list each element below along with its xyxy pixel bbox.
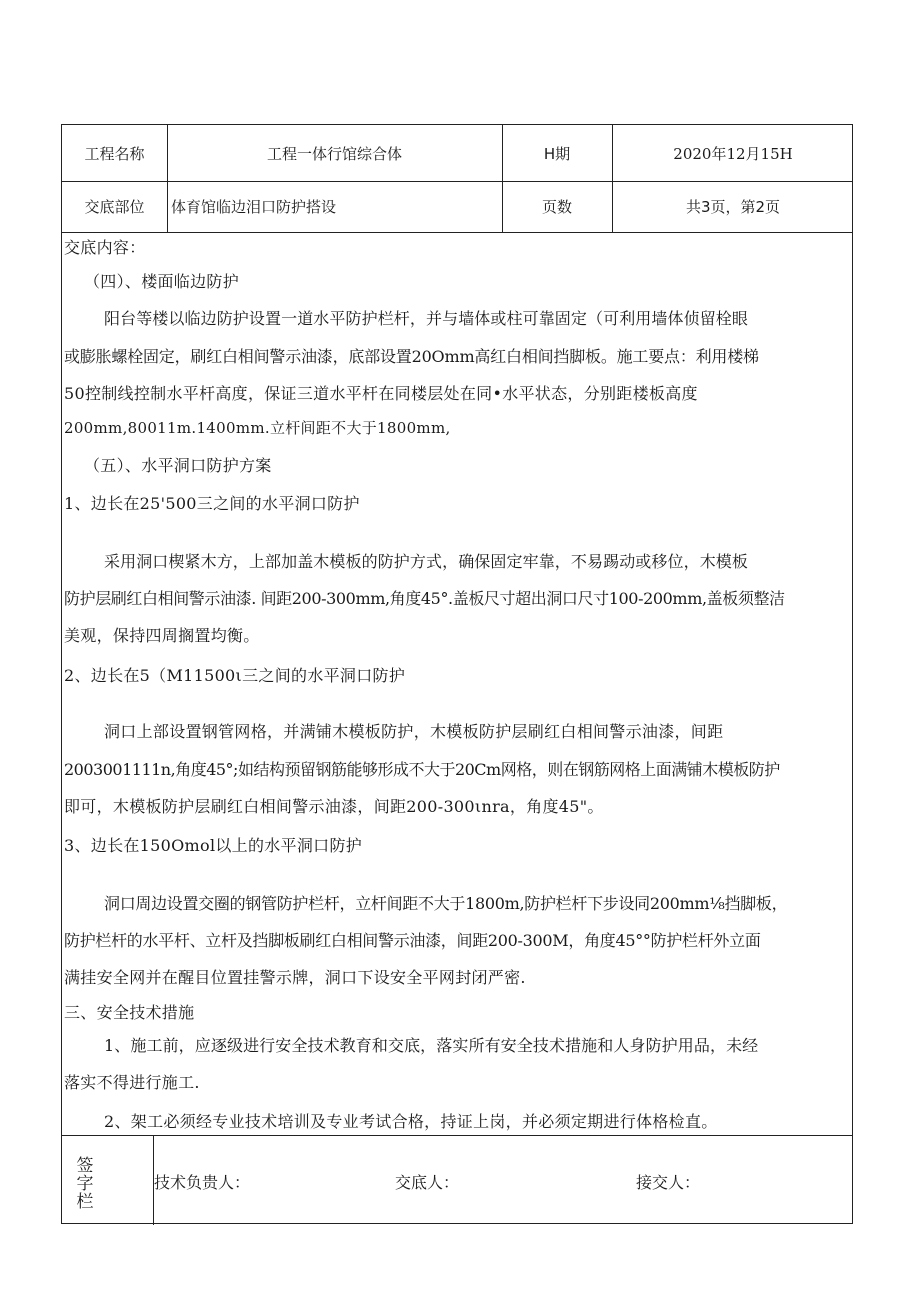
tech-lead-signature: 技术负贵人： bbox=[154, 1173, 251, 1192]
paragraph-line: 美观，保持四周搁置均衡。 bbox=[64, 626, 260, 645]
paragraph-line: 2、架工必须经专业技术培训及专业考试合格，持证上岗，并必须定期进行体格检直。 bbox=[104, 1112, 718, 1131]
discloser-signature: 交底人： bbox=[395, 1173, 460, 1192]
paragraph-line: 落实不得进行施工. bbox=[64, 1073, 200, 1092]
section-heading: （四）、楼面临边防护 bbox=[84, 272, 240, 291]
paragraph-line: 洞口上部设置钢管网格，并满铺木模板防护，木模板防护层刷红白相间警示油漆，间距 bbox=[104, 722, 724, 741]
signature-label-char: 字 bbox=[76, 1174, 94, 1194]
paragraph-line: 阳台等楼以临边防护设置一道水平防护栏杆，并与墙体或柱可靠固定（可利用墙体侦留栓眼 bbox=[104, 309, 749, 328]
row-divider bbox=[62, 1135, 852, 1136]
paragraph-line: 50控制线控制水平杆高度，保证三道水平杆在同楼层处在同•水平状态，分别距楼板高度 bbox=[64, 384, 698, 403]
project-value: 工程一体行馆综合体 bbox=[266, 144, 402, 163]
content-title: 交底内容： bbox=[64, 238, 146, 257]
paragraph-line: 防护层刷红白相间警示油漆. 间距200-300mm,角度45°.盖板尺寸超出洞口尺寸100-200mm,盖板须整洁 bbox=[64, 589, 785, 608]
section-heading: 三、安全技术措施 bbox=[64, 1003, 195, 1022]
date-value: 2020年12月15H bbox=[673, 144, 793, 163]
signature-label-char: 签 bbox=[76, 1156, 94, 1176]
signature-label bbox=[74, 1157, 96, 1211]
paragraph-line: 200mm,80011m.1400mm.立杆间距不大于1800mm, bbox=[64, 419, 451, 437]
part-label: 交底部位 bbox=[84, 198, 145, 216]
paragraph-line: 即可，木模板防护层刷红白相间警示油漆，间距200-300ιnra，角度45"。 bbox=[64, 797, 604, 816]
project-label: 工程名称 bbox=[84, 144, 145, 163]
section-heading: （五）、水平洞口防护方案 bbox=[84, 456, 272, 475]
receiver-signature: 接交人： bbox=[636, 1173, 701, 1192]
date-label: H期 bbox=[543, 144, 571, 163]
paragraph-line: 1、施工前，应逐级进行安全技术教育和交底，落实所有安全技术措施和人身防护用品，未经 bbox=[104, 1036, 759, 1055]
paragraph-line: 满挂安全网并在醒目位置挂警示牌，洞口下设安全平网封闭严密. bbox=[64, 968, 526, 987]
subsection-heading: 1、边长在25'500三之间的水平洞口防护 bbox=[64, 494, 360, 513]
paragraph-line: 2003001111n,角度45°;如结构预留钢筋能够形成不大于20Cm网格，则在钢筋网格上面满铺木模板防护 bbox=[64, 760, 780, 779]
part-value: 体育馆临边泪口防护搭设 bbox=[171, 198, 337, 216]
subsection-heading: 2、边长在5（M11500ι三之间的水平洞口防护 bbox=[64, 666, 406, 685]
row-divider bbox=[62, 232, 852, 233]
signature-label-char: 栏 bbox=[76, 1192, 94, 1212]
paragraph-line: 或膨胀螺栓固定，刷红白相间警示油漆，底部设置20Omm高红白相间挡脚板。施工要点：利用楼梯 bbox=[64, 347, 759, 366]
paragraph-line: 防护栏杆的水平杆、立杆及挡脚板刷红白相间警示油漆，间距200-300M，角度45°°防护栏杆外立面 bbox=[64, 931, 761, 950]
paragraph-line: 洞口周边设置交圈的钢管防护栏杆，立杆间距不大于1800m,防护栏杆下步设同200mm⅛挡脚板， bbox=[104, 894, 788, 913]
pages-label: 页数 bbox=[541, 198, 572, 216]
subsection-heading: 3、边长在150Omol以上的水平洞口防护 bbox=[64, 836, 363, 855]
paragraph-line: 采用洞口楔紧木方，上部加盖木模板的防护方式，确保固定牢靠，不易踢动或移位，木模板 bbox=[104, 552, 749, 571]
pages-value: 共3页，第2页 bbox=[685, 198, 781, 216]
disclosure-form bbox=[61, 124, 853, 1224]
